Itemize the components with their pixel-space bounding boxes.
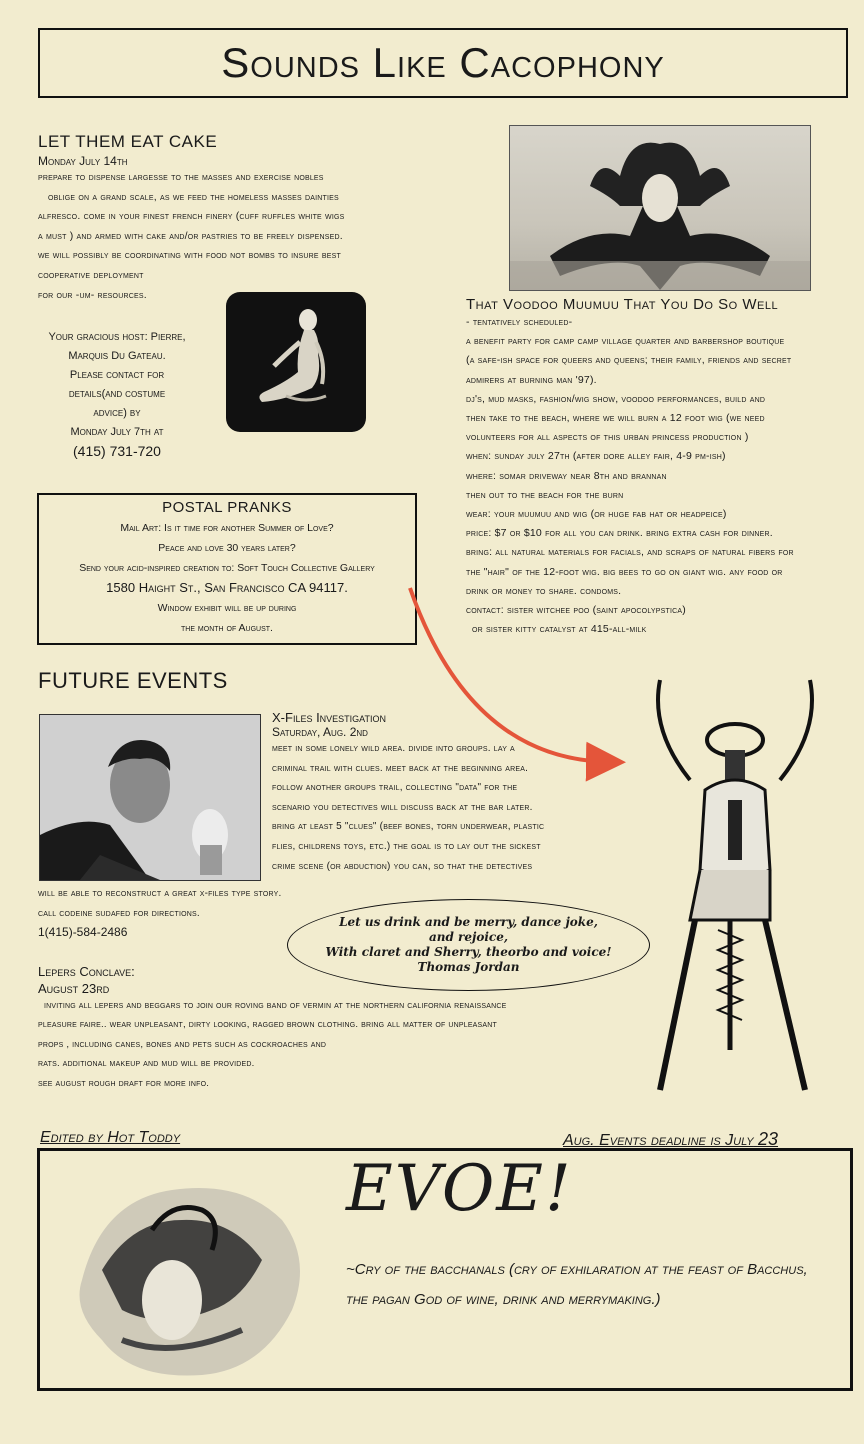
host-line: details(and costume [68,388,166,400]
voodoo-heading: That Voodoo Muumuu That You Do So Well [466,296,779,313]
cake-heading: LET THEM EAT CAKE [38,132,218,151]
xfiles-line: will be able to reconstruct a great x-files type story. [38,888,282,899]
host-line: Your gracious host: Pierre, [48,331,186,343]
postal-line: Window exhibit will be up during [157,602,297,614]
quote-author: Thomas Jordan [417,960,520,974]
host-phone: (415) 731-720 [73,443,161,459]
postal-pranks-box [37,493,417,645]
quote-line: With claret and Sherry, theorbo and voice! [325,945,612,959]
xfiles-line: meet in some lonely wild area. divide into groups. lay a [272,743,515,754]
lepers-line: inviting all lepers and beggars to join our roving band of vermin at the northern california renaissance [44,1000,507,1011]
lepers-heading: Lepers Conclave: [38,964,135,979]
cake-line: prepare to dispense largesse to the masses and exercise nobles [38,171,324,183]
voodoo-event [466,296,858,639]
postal-line: 1580 Haight St., San Francisco CA 94117. [106,580,348,595]
deadline-note [563,1129,778,1150]
cake-host-info [38,328,196,461]
deadline-day: 23 [758,1129,779,1149]
evoe-definition: ~Cry of the bacchanals (cry of exhilaration at the feast of Bacchus, the pagan God of wine, drink and merrymaking.) [346,1261,808,1308]
lepers-line: props , including canes, bones and pets such as cockroaches and [38,1038,327,1050]
cake-line: we will possibly be coordinating with food not bombs to insure best [38,249,341,262]
voodoo-line: admirers at burning man '97). [466,373,597,386]
lepers-line: rats. additional makeup and mud will be provided. [38,1058,255,1070]
xfiles-line: bring at least 5 "clues" (beef bones, torn underwear, plastic [272,821,545,833]
lepers-line: pleasure faire.. wear unpleasant, dirty looking, ragged brown clothing. bring all matter of unpleasant [38,1019,498,1031]
cake-figure-image [226,292,366,432]
title-banner [38,28,848,98]
lepers-date: August 23rd [38,981,110,996]
xfiles-heading: X-Files Investigation [272,710,387,725]
xfiles-event [272,710,602,876]
kneeling-figure-icon [226,292,366,432]
voodoo-line: drink or money to share. condoms. [466,584,622,597]
voodoo-line: - tentatively scheduled- [466,316,573,328]
future-events-heading: FUTURE EVENTS [38,668,228,693]
xfiles-phone: 1(415)-584-2486 [38,925,128,940]
xfiles-line: call codeine sudafed for directions. [38,907,200,919]
host-line: advice) by [93,407,141,419]
quote-line: Let us drink and be merry, dance joke, [339,915,598,929]
lepers-body [38,996,638,1093]
voodoo-line: wear: your muumuu and wig (or huge fab hat or headpeice) [466,508,727,521]
deadline-text: Aug. Events deadline is July [563,1132,754,1149]
corkscrew-icon [620,670,845,1115]
voodoo-line: (a safe-ish space for queers and queens; their family, friends and secret [466,354,792,367]
xfiles-date: Saturday, Aug. 2nd [272,725,368,739]
postal-line: Mail Art: Is it time for another Summer of Love? [120,522,334,534]
cake-event [38,132,418,305]
evoe-title: EVOE! [346,1152,573,1226]
xfiles-line: follow another groups trail, collecting "data" for the [272,782,518,794]
xfiles-line: flies, childrens toys, etc.) the goal is to lay out the sickest [272,840,541,852]
cake-line: oblige on a grand scale, as we feed the homeless masses dainties [48,190,339,203]
corkscrew-illustration [620,670,845,1115]
cake-line: alfresco. come in your finest french finery (cuff ruffles white wigs [38,210,345,223]
cake-line: cooperative deployment [38,268,144,281]
voodoo-line: or sister kitty catalyst at 415-all-milk [472,623,647,636]
mulder-photo [39,714,261,881]
lepers-line: see august rough draft for more info. [38,1077,210,1089]
man-portrait-icon [40,715,260,880]
bacchanal-figures-icon [62,1160,322,1385]
xfiles-line: criminal trail with clues. meet back at the beginning area. [272,762,529,774]
host-line: Monday July 7th at [70,426,164,438]
voodoo-photo [509,125,811,291]
voodoo-line: the "hair" of the 12-foot wig. big bees to go on giant wig. any food or [466,565,783,578]
postal-line: Send your acid-inspired creation to: Soft Touch Collective Gallery [79,562,375,574]
voodoo-line: then take to the beach, where we will burn a 12 foot wig (we need [466,412,765,425]
masked-figure-icon [510,126,810,290]
voodoo-line: contact: sister witchee poo (saint apocolypstica) [466,604,686,617]
xfiles-body [272,739,602,876]
xfiles-line: crime scene (or abduction) you can, so that the detectives [272,860,533,872]
page-title: Sounds Like Cacophony [221,39,665,86]
bacchanal-art [62,1160,322,1385]
cake-body [38,168,418,305]
postal-line: Peace and love 30 years later? [158,542,296,554]
voodoo-body [466,313,858,639]
xfiles-line: scenario you detectives will discuss back at the bar later. [272,801,533,813]
voodoo-line: a benefit party for camp camp village quarter and barbershop boutique [466,335,785,348]
voodoo-line: dj's, mud masks, fashion/wig show, voodoo performances, build and [466,392,766,405]
postal-heading: POSTAL PRANKS [162,499,292,516]
cake-line: a must ) and armed with cake and/or pastries to be freely dispensed. [38,229,343,242]
voodoo-line: then out to the beach for the burn [466,488,624,501]
lepers-event [38,964,638,1093]
host-line: Marquis Du Gateau. [68,350,166,362]
host-line: Please contact for [69,369,165,381]
cake-date: Monday July 14th [38,154,128,168]
quote-line: and rejoice, [428,930,509,944]
edited-by: Edited by Hot Toddy [40,1129,181,1146]
cake-line: for our -um- resources. [38,288,147,301]
postal-line: the month of August. [181,622,273,634]
voodoo-line: price: $7 or $10 for all you can drink. bring extra cash for dinner. [466,527,773,540]
voodoo-line: volunteers for all aspects of this urban princess production ) [466,431,749,444]
voodoo-line: where: somar driveway near 8th and brannan [466,469,667,482]
voodoo-line: when: sunday july 27th (after dore alley fair, 4-9 pm-ish) [466,450,726,463]
voodoo-line: bring: all natural materials for facials, and scraps of natural fibers for [466,546,794,559]
